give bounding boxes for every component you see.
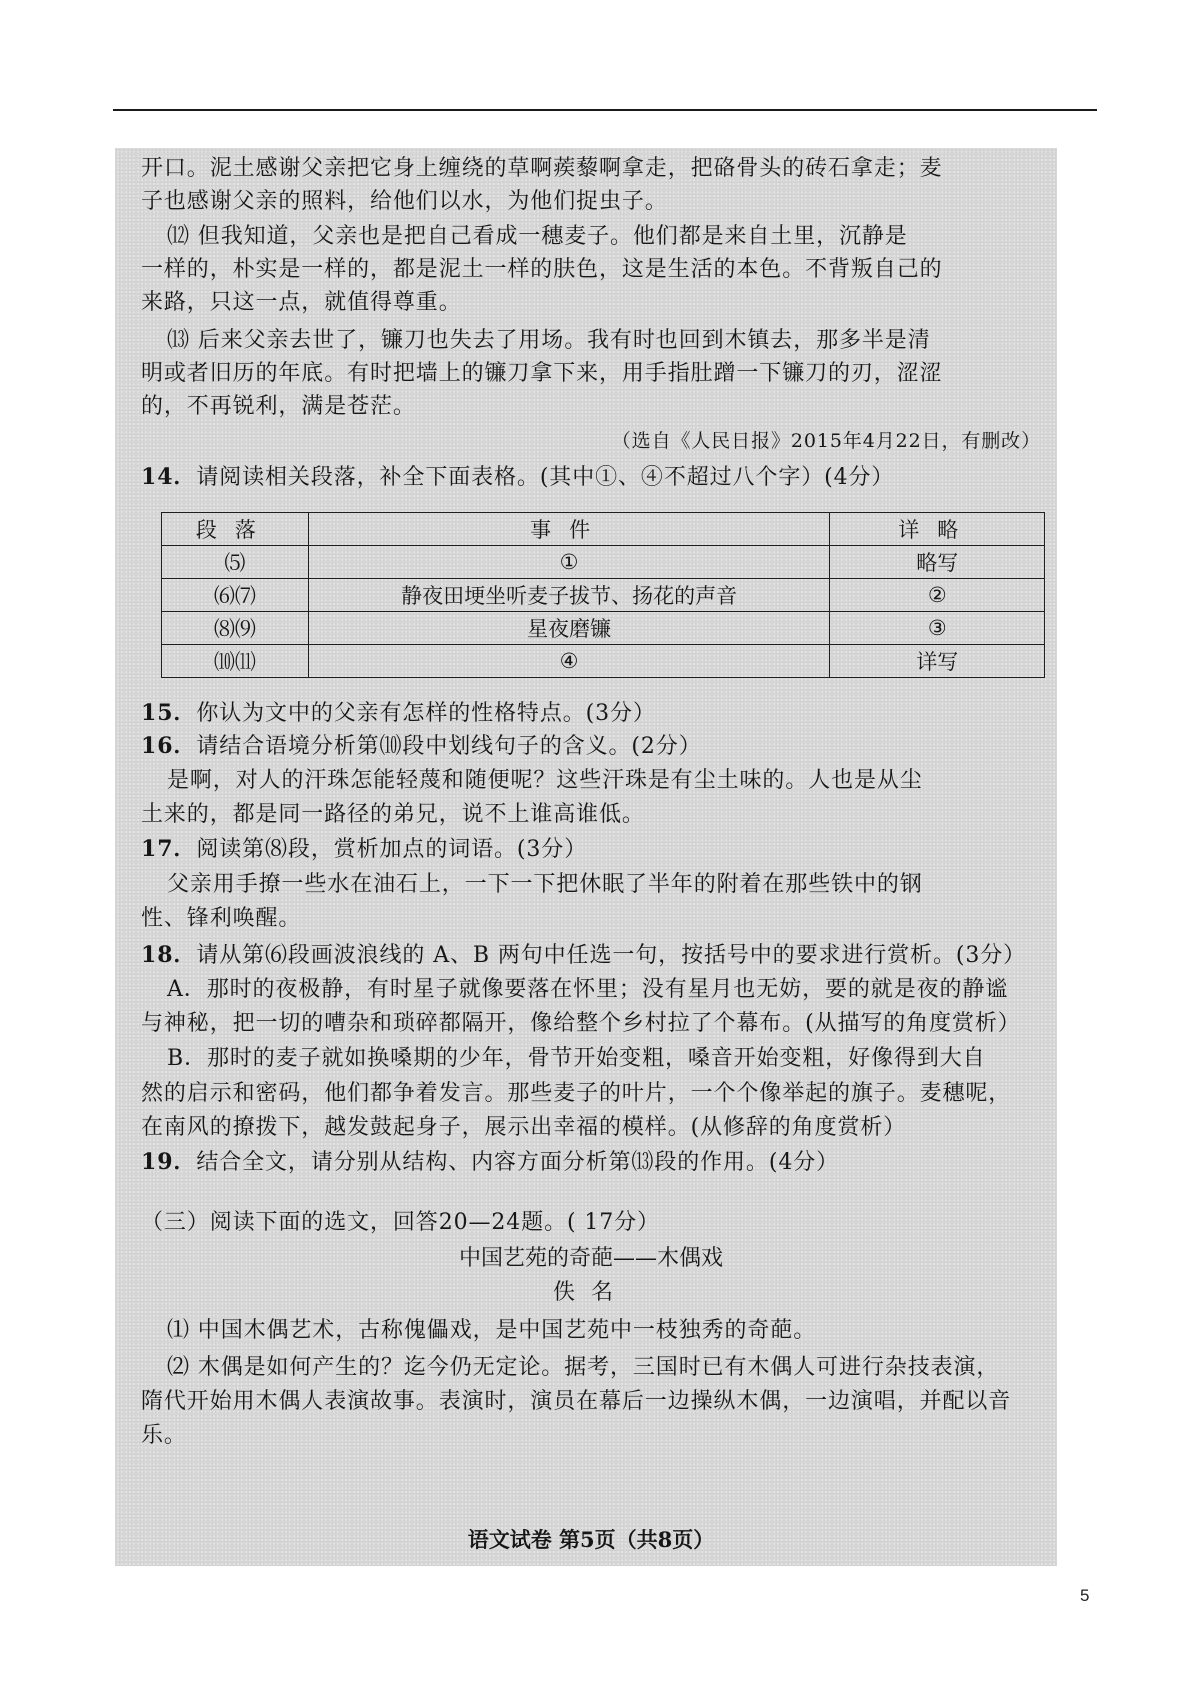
table-header-row [162, 513, 1045, 546]
article-paragraph-2-line: 隋代开始用木偶人表演故事。表演时，演员在幕后一边操纵木偶，一边演唱，并配以音 [141, 1389, 1012, 1414]
option-b-line: B．那时的麦子就如换嗓期的少年，骨节开始变粗，嗓音开始变粗，好像得到大自 [167, 1046, 986, 1071]
paragraph-12-line: 来路，只这一点，就值得尊重。 [141, 290, 462, 315]
question-number: 15． [141, 700, 197, 726]
table-cell: 星夜磨镰 [308, 612, 830, 645]
paragraph-13-line: 的，不再锐利，满是苍茫。 [141, 394, 416, 419]
question-text: 阅读第⑻段，赏析加点的词语。(3分） [196, 837, 588, 862]
quote-line: 父亲用手撩一些水在油石上，一下一下把休眠了半年的附着在那些铁中的钢 [167, 872, 923, 897]
table-cell: ⑻⑼ [162, 612, 309, 645]
table-cell: 详写 [830, 645, 1045, 678]
quote-line: 土来的，都是同一路径的弟兄，说不上谁高谁低。 [141, 802, 645, 827]
article-paragraph-2-line: 乐。 [141, 1423, 187, 1448]
table-header: 详略 [830, 513, 1045, 546]
passage-line: 开口。泥土感谢父亲把它身上缠绕的草啊蒺藜啊拿走，把硌骨头的砖石拿走；麦 [141, 156, 943, 181]
passage-source: （选自《人民日报》2015年4月22日，有删改） [611, 430, 1041, 452]
paragraph-13-line: ⒀ 后来父亲去世了，镰刀也失去了用场。我有时也回到木镇去，那多半是清 [167, 328, 931, 353]
question-text: 结合全文，请分别从结构、内容方面分析第⒀段的作用。(4分） [196, 1150, 840, 1175]
question-18 [141, 938, 1041, 973]
question-17 [141, 832, 1041, 867]
table-cell: ⑸ [162, 546, 309, 579]
article-author: 佚名 [552, 1280, 629, 1305]
quote-line: 性、锋利唤醒。 [141, 906, 302, 931]
table-cell: ④ [308, 645, 830, 678]
question-number: 17． [141, 836, 197, 862]
article-paragraph-2-line: ⑵ 木偶是如何产生的？迄今仍无定论。据考，三国时已有木偶人可进行杂技表演， [167, 1355, 1000, 1380]
question-19 [141, 1145, 1041, 1180]
paragraph-13-line: 明或者旧历的年底。有时把墙上的镰刀拿下来，用手指肚蹭一下镰刀的刃，涩涩 [141, 361, 943, 386]
option-a-line: 与神秘，把一切的嘈杂和琐碎都隔开，像给整个乡村拉了个幕布。(从描写的角度赏析） [141, 1011, 1021, 1036]
table-row [162, 645, 1045, 678]
section-3-intro: （三）阅读下面的选文，回答20—24题。( 17分） [141, 1210, 660, 1235]
article-title: 中国艺苑的奇葩——木偶戏 [458, 1246, 723, 1271]
table-header: 段落 [162, 513, 309, 546]
question-number: 19． [141, 1149, 197, 1175]
paragraph-12-line: ⑿ 但我知道，父亲也是把自己看成一穗麦子。他们都是来自土里，沉静是 [167, 224, 908, 249]
answer-table [161, 512, 1045, 678]
question-16 [141, 729, 1041, 764]
option-b-line: 在南风的撩拨下，越发鼓起身子，展示出幸福的模样。(从修辞的角度赏析） [141, 1115, 907, 1140]
scanned-exam-page [115, 148, 1057, 1566]
table-cell: ⑽⑾ [162, 645, 309, 678]
question-text: 请从第⑹段画波浪线的 A、B 两句中任选一句，按括号中的要求进行赏析。(3分） [196, 943, 1027, 968]
option-a-line: A．那时的夜极静，有时星子就像要落在怀里；没有星月也无妨，要的就是夜的静谧 [167, 977, 1009, 1002]
table-cell: ① [308, 546, 830, 579]
question-text: 请阅读相关段落，补全下面表格。(其中①、④不超过八个字）(4分） [196, 465, 895, 490]
table-cell: ⑹⑺ [162, 579, 309, 612]
question-number: 18． [141, 942, 197, 968]
passage-line: 子也感谢父亲的照料，给他们以水，为他们捉虫子。 [141, 189, 668, 214]
question-number: 16． [141, 733, 197, 759]
quote-line: 是啊，对人的汗珠怎能轻蔑和随便呢？这些汗珠是有尘土味的。人也是从尘 [167, 768, 923, 793]
page-number: 5 [1080, 1586, 1090, 1605]
question-text: 你认为文中的父亲有怎样的性格特点。(3分） [196, 701, 656, 726]
table-cell: ② [830, 579, 1045, 612]
table-header: 事件 [308, 513, 830, 546]
option-b-line: 然的启示和密码，他们都争着发言。那些麦子的叶片，一个个像举起的旗子。麦穗呢， [141, 1081, 1012, 1106]
table-cell: 静夜田埂坐听麦子拔节、扬花的声音 [308, 579, 830, 612]
table-row [162, 612, 1045, 645]
article-paragraph-1: ⑴ 中国木偶艺术，古称傀儡戏，是中国艺苑中一枝独秀的奇葩。 [167, 1318, 817, 1343]
exam-footer: 语文试卷 第5页（共8页） [467, 1527, 715, 1552]
header-rule [113, 109, 1097, 111]
question-text: 请结合语境分析第⑽段中划线句子的含义。(2分） [196, 734, 702, 759]
question-15 [141, 696, 1041, 731]
table-cell: 略写 [830, 546, 1045, 579]
question-number: 14． [141, 464, 197, 490]
table-row [162, 546, 1045, 579]
table-row [162, 579, 1045, 612]
question-14 [141, 460, 1041, 495]
table-cell: ③ [830, 612, 1045, 645]
paragraph-12-line: 一样的，朴实是一样的，都是泥土一样的肤色，这是生活的本色。不背叛自己的 [141, 257, 943, 282]
